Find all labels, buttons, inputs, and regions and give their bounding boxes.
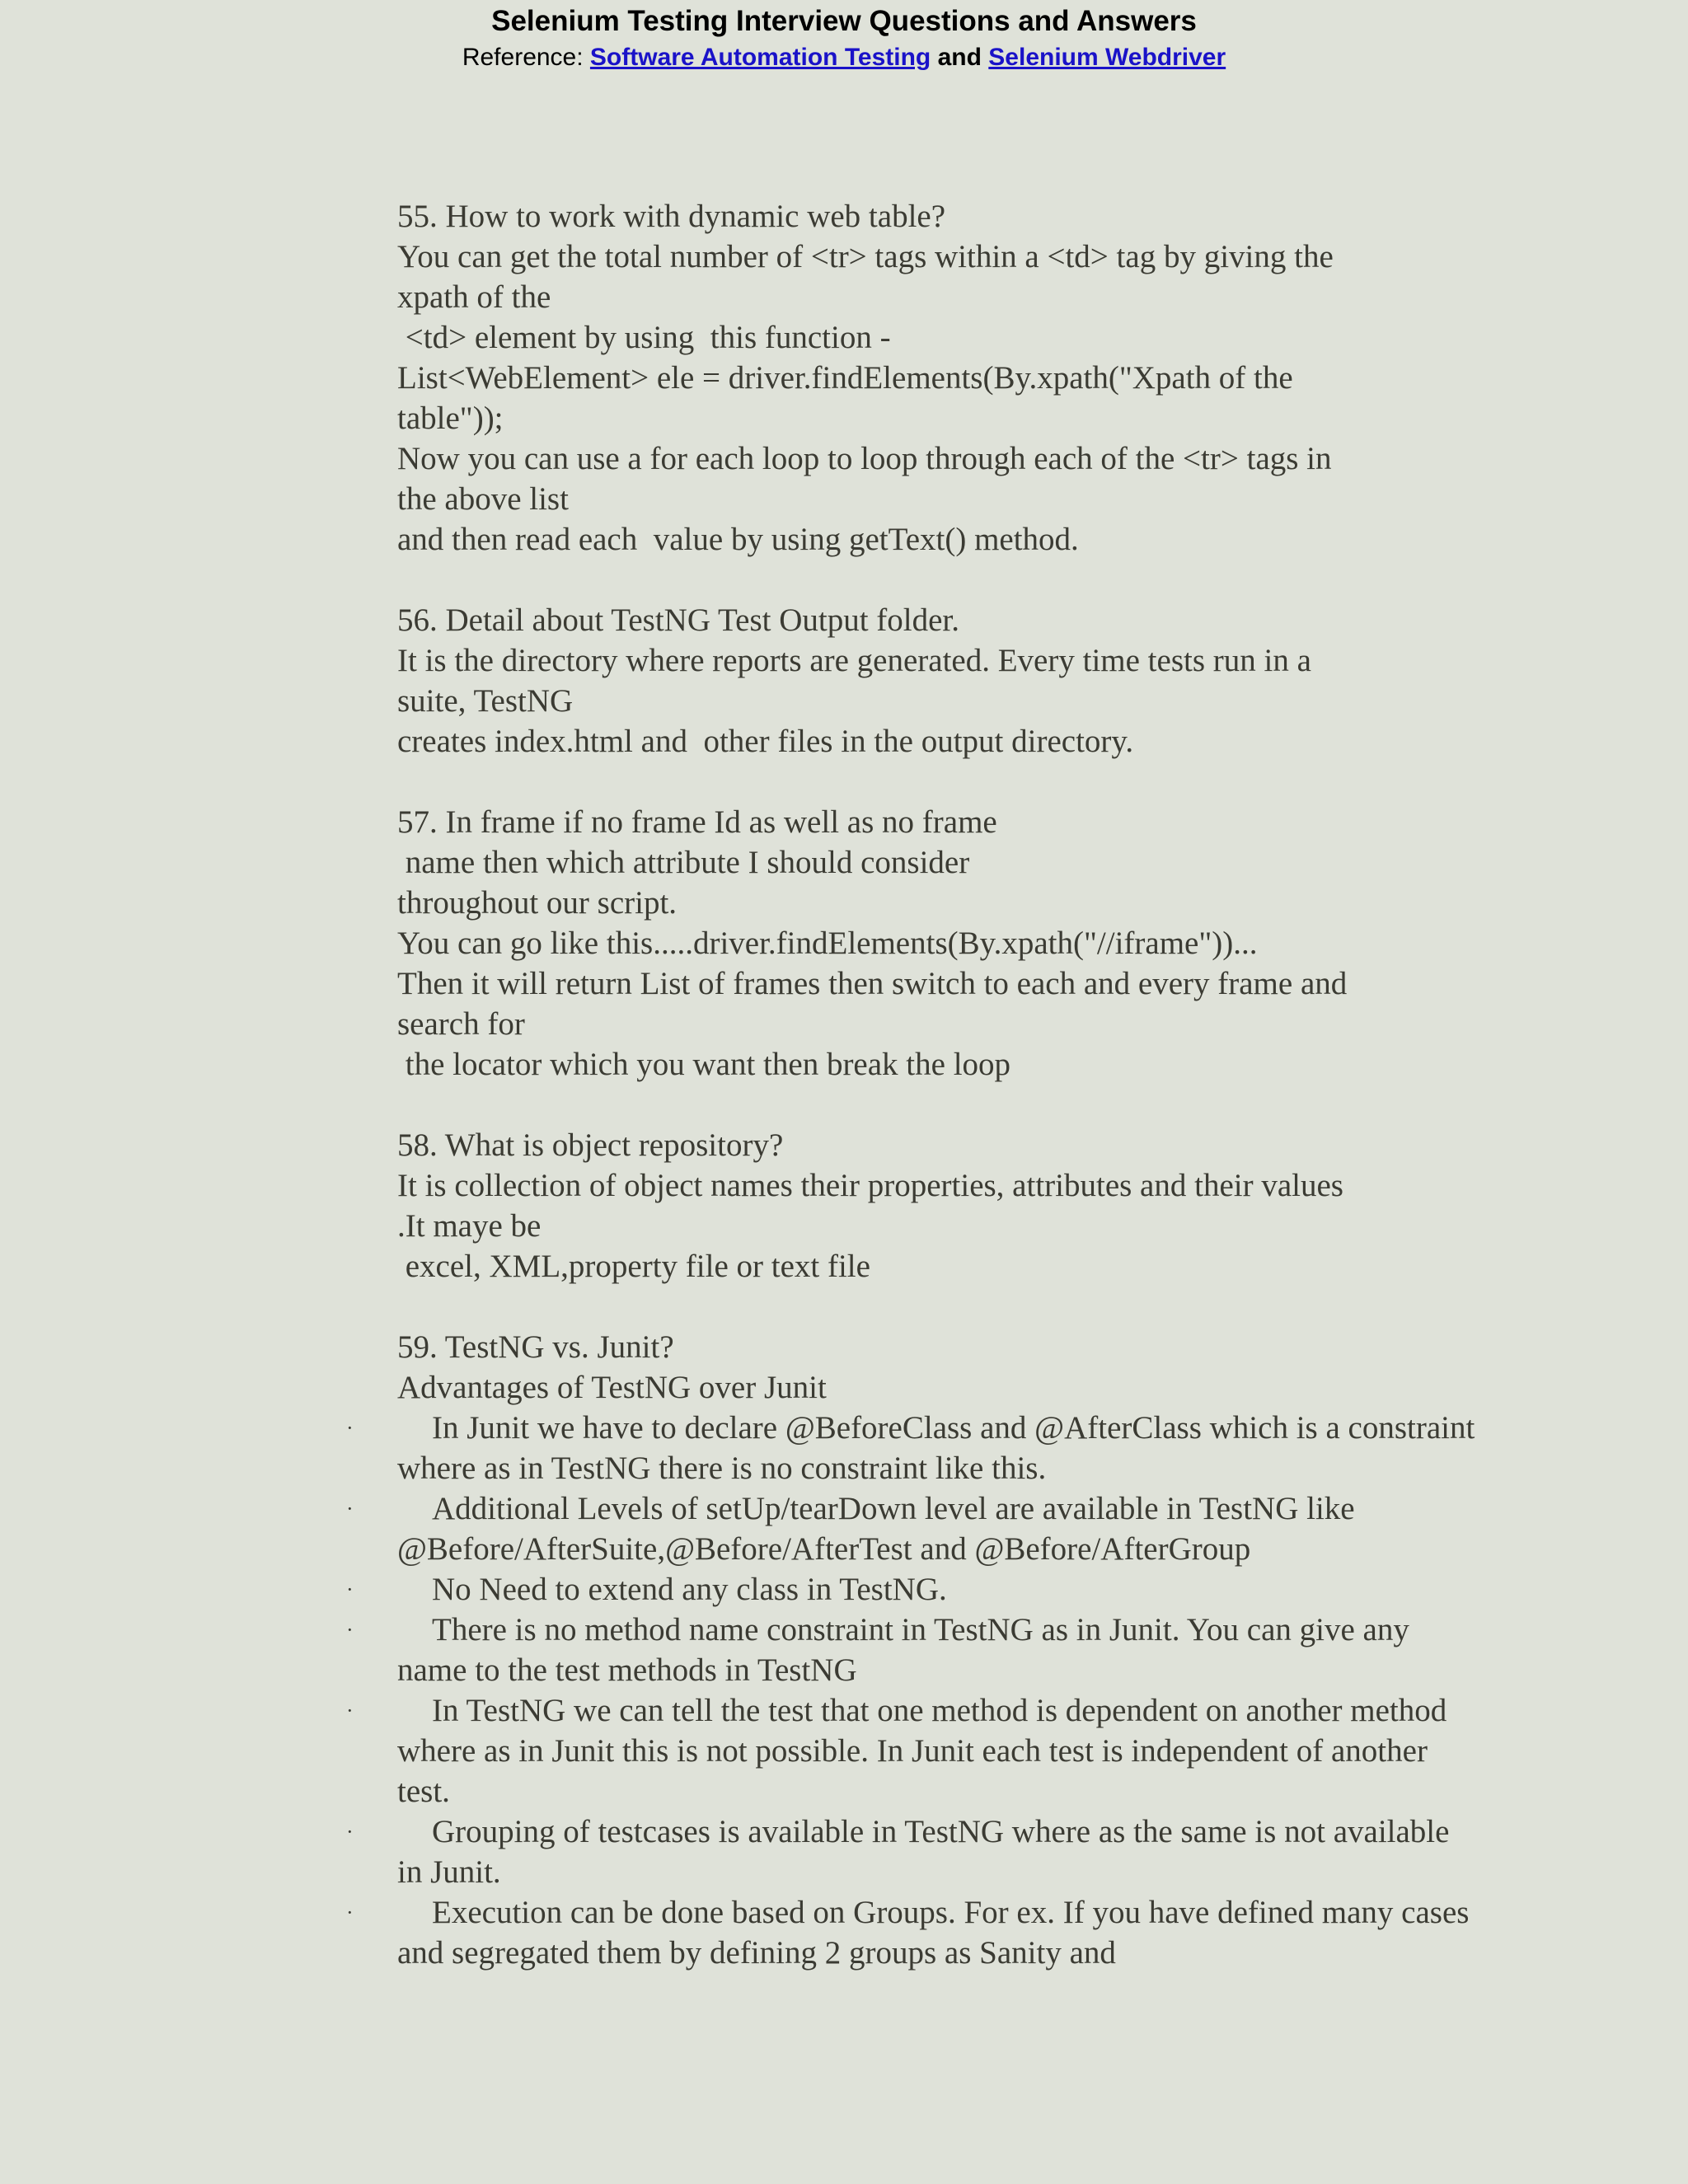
bullet-icon: · [346,1699,354,1722]
question-56 [397,600,1477,762]
answer-intro: Advantages of TestNG over Junit [397,1370,827,1405]
software-automation-testing-link[interactable]: Software Automation Testing [589,44,931,71]
list-item [346,1569,1477,1610]
list-item-text: Execution can be done based on Groups. For ex. If you have defined many cases and segregated them by defining 2 groups as Sanity and [397,1895,1470,1971]
answer-line: List<WebElement> ele = driver.findElements(By.xpath("Xpath of the [397,360,1293,396]
answer-line: Now you can use a for each loop to loop through each of the <tr> tags in [397,441,1332,476]
question-55 [397,196,1477,560]
page-header [0,0,1688,74]
answer-line: You can get the total number of <tr> tags within a <td> tag by giving the [397,239,1334,274]
question-57 [397,802,1477,1085]
answer-line: suite, TestNG [397,683,574,719]
question-59 [346,1327,1477,1973]
bullet-icon: · [346,1577,354,1601]
bullet-icon: · [346,1618,354,1642]
answer-line: excel, XML,property file or text file [397,1249,870,1284]
list-item-text: In TestNG we can tell the test that one method is dependent on another method where as in Junit this is not possible. In Junit each test is independent of another test. [397,1693,1447,1809]
question-58 [397,1125,1477,1286]
bullet-icon: · [346,1497,354,1521]
and-text: and [937,44,982,71]
list-item [346,1892,1477,1973]
list-item [346,1610,1477,1690]
answer-line: .It maye be [397,1208,542,1244]
selenium-webdriver-link[interactable]: Selenium Webdriver [988,44,1226,71]
list-item-text: There is no method name constraint in TestNG as in Junit. You can give any name to the test methods in TestNG [397,1612,1409,1688]
question-heading: name then which attribute I should consider [397,845,970,880]
answer-line: It is the directory where reports are generated. Every time tests run in a [397,643,1311,678]
answer-line: the locator which you want then break the loop [397,1047,1011,1082]
list-item-text: Additional Levels of setUp/tearDown level are available in TestNG like @Before/AfterSuite,@Before/AfterTest and @Before/AfterGroup [397,1491,1355,1567]
document-body [346,196,1477,2013]
reference-label: Reference: [462,44,584,71]
list-item [346,1811,1477,1892]
answer-line: search for [397,1006,525,1042]
question-heading: 59. TestNG vs. Junit? [397,1329,674,1365]
answer-line: and then read each value by using getText() method. [397,522,1079,557]
bullet-icon: · [346,1820,354,1844]
question-heading: 58. What is object repository? [397,1127,784,1163]
list-item-text: No Need to extend any class in TestNG. [432,1572,947,1607]
bullet-icon: · [346,1416,354,1440]
answer-line: It is collection of object names their properties, attributes and their values [397,1168,1343,1203]
list-item [346,1488,1477,1569]
question-heading: throughout our script. [397,885,678,921]
list-item-text: In Junit we have to declare @BeforeClass and @AfterClass which is a constraint where as in TestNG there is no constraint like this. [397,1410,1475,1486]
question-heading: 56. Detail about TestNG Test Output folder. [397,602,960,638]
list-item [346,1408,1477,1488]
question-heading: 55. How to work with dynamic web table? [397,199,946,234]
answer-line: You can go like this.....driver.findElements(By.xpath("//iframe"))... [397,926,1258,961]
advantages-list [346,1408,1477,1973]
list-item [346,1690,1477,1811]
answer-line: xpath of the [397,279,551,315]
list-item-text: Grouping of testcases is available in TestNG where as the same is not available in Junit. [397,1814,1450,1890]
question-heading: 57. In frame if no frame Id as well as no frame [397,804,997,840]
answer-line: creates index.html and other files in the output directory. [397,724,1134,759]
answer-line: the above list [397,481,569,517]
answer-line: <td> element by using this function - [397,320,891,355]
answer-line: Then it will return List of frames then switch to each and every frame and [397,966,1348,1001]
answer-line: table")); [397,401,504,436]
reference-line [0,41,1688,74]
bullet-icon: · [346,1900,354,1924]
document-title: Selenium Testing Interview Questions and Answers [491,5,1197,37]
